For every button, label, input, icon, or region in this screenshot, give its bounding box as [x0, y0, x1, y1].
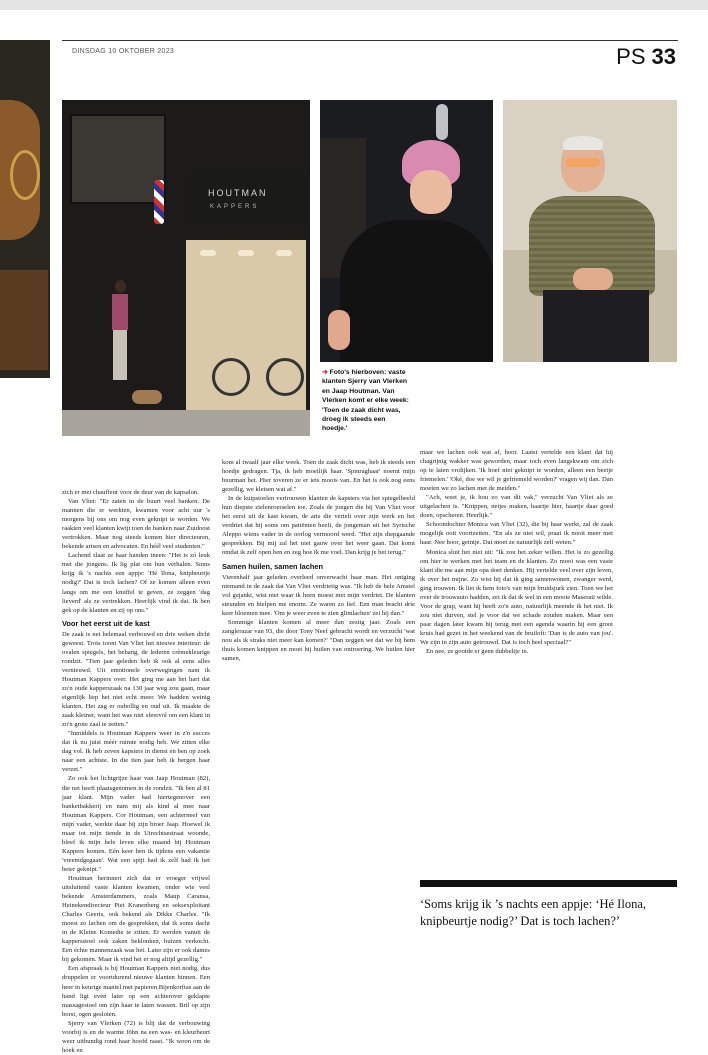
photo-salon-client [320, 100, 493, 362]
photo-older-man [503, 100, 677, 362]
paragraph: In de kuipstoelen vertrouwen klanten de kapsters via het spiegelbeeld hun diepste zielenroerselen toe. Zoals de jongen die bij Van Vliet voor het eerst uit de kast kwam, de arts die vertelt over zijn werk en het verdriet dat hij soms om patiënten heeft, de jongeman uit het Syrische Aleppo wiens vader in de oorlog vermoord werd. "Het zijn diepgaande gesprekken. Bij mij zal het niet gauw over het weer gaan. Dat komt omdat ik zelf open ben en zeg hoe ik me voel. Dan krijg je het terug." [222, 495, 415, 557]
page-identifier [616, 44, 676, 70]
page-number: 33 [651, 44, 676, 69]
dog [132, 390, 162, 404]
cropped-photo-left [0, 40, 50, 378]
paragraph: Sjerry van Vlerken (72) is blij dat de verbouwing voorbij is en de warme föhn na een was- en kleurbeurt weer uitbundig rond haar hoofd raast. "Ik woon om de hoek en [62, 1019, 210, 1054]
pullquote: ‘Soms krijg ik ’s nachts een appje: ‘Hé Ilona, knipbeurtje nodig?’ Dat is toch lachen?’ [420, 897, 646, 928]
paragraph: maar we lachen ook wat af, hoor. Laatst vertelde een klant dat hij chagrijnig wakker was geworden, maar toch even langskwam om zich op te laten vrolijken. 'Ik hoef niet geknipt te worden, alleen een beetje friemelen.' 'Oké, doe we wil je gefriemeld worden?' vragen wij dan. Dan moeten we zo lachen met de meiden." [420, 449, 613, 493]
paragraph: Houtman herinnert zich dat er vroeger vrijwel uitsluitend vaste klanten kwamen, onder wie veel bekende Amsterdammers, zoals Maup Caransa, Heinekendirecteur Piet Kranenberg en seksexploitant Charles Geerts, ook bekend als Dikke Charles. "Ik moest zo lachen om de gesprekken, dat ik soms dacht in de Kleine Komedie te zitten. Er werden vanuit de kappersstoel ook zaken beklonken, huizen verkocht. Een échte mannenzaak was het. Later zijn er ook dames bij gekomen. Maar ik vind het er nog altijd gezellig." [62, 874, 210, 964]
article-column-3 [420, 448, 613, 656]
subheading: Samen huilen, samen lachen [222, 561, 324, 571]
shop-sign-sub: KAPPERS [210, 204, 260, 210]
paragraph: Schoondochter Monica van Vliet (32), die bij haar werkt, zal de zaak mogelijk ooit voortzetten. "En als ze niet wil, praat ik nooit meer met haar. Nee hoor, geintje. Dat moet ze natuurlijk zelf weten." [420, 521, 613, 547]
subheading: Voor het eerst uit de kast [62, 618, 150, 628]
pullquote-rule [420, 880, 677, 887]
bicycle [212, 340, 308, 396]
paragraph: Lachend slaat ze haar handen ineen: "Het is zó leuk met die jongens. Ik lig plat om hun verhalen. Soms krijg ik 's nachts een appje: 'Hé Ilona, knipbeurtje nodig?' Dat is toch lachen? Of ze komen alleen even langs om me een knuffel te geven, ze zeggen 'dag lieverd' als ze vertrekken. Heerlijk vind ik dat. Ik ben gek op de klanten en zij op ons." [62, 552, 210, 614]
paragraph: Zo ook het lichtgrijze haar van Jaap Houtman (82), die net heeft plaatsgenomen in de rondzit. "Ik ben al 81 jaar klant. Mijn vader had hiertegenover een banketbakkerij en nam mij als kind al mee naar Houtman Kappers. Cor Houtman, een achterneef van mijn vader, werkte daar bij zijn broer Jaap. Hoewel ik maar tot mijn tiende in de Utrechtsestraat woonde, bleef ik mijn hele leven elke maand bij Houtman Kappers komen. Eén keer ben ik tijdens een vakantie 'vreemdgegaan'. Wat een spijt had ik zelf had ik het beter geknipt." [62, 775, 210, 873]
top-gray-bar [0, 0, 708, 10]
shop-sign-name: HOUTMAN [208, 188, 268, 198]
barber-pole [154, 180, 164, 224]
paragraph: zich er met chauffeur voor de deur van de kapsalon. [62, 489, 199, 496]
pedestrian [110, 280, 130, 385]
paragraph: kom al twaalf jaar elke week. Toen de zaak dicht was, heb ik steeds een hoedje gedragen. Tja, ik heb moeilijk haar. 'Spinraghaar' noemt mijn buurman het. Hier toveren ze er iets moois van. En het is ook nog eens gezellig, we kletsen wat af." [222, 459, 415, 494]
paragraph: "Inmiddels is Houtman Kappers weer in z'n succes dat ik nu juist méér ruimte nodig heb. We zitten elke dag vol. Ik heb zeven kapsters in dienst en ben op zoek naar een achtste. In die tien jaar heb ik bergen haar verzet." [62, 730, 210, 774]
paragraph: En nee, ze gooide er geen dubbeltje in. [426, 648, 529, 656]
paragraph: De zaak is net helemaal verbouwd en drie weken dicht geweest. Trots toont Van Vliet het nieuwe interieur: de ovalen spiegels, het behang, de lederen crèmekleurige rondzit. "Tien jaar geleden heb ik ook al eens alles vernieuwd. Uit emotionele overwegingen nam ik Houtman Kappers over. Het ging me aan het hart dat zo'n oude kapperszaak na 130 jaar weg zou gaan, maar eigenlijk liep het niet echt meer. We hadden weinig klanten. Het zag er oubollig en oud uit. Ik maakte de zaak kleiner, want het was niet sfeervol om een klant in zo'n grote zaal te zetten." [62, 630, 210, 729]
shop-sign [190, 174, 310, 224]
article-column-1 [62, 488, 210, 1055]
paragraph: Sommige klanten komen al meer dan zestig jaar. Zoals een zanglerazar van 93, die door Tony Neef gebracht wordt en verzucht 'wat nou als ik straks niet meer kan komen?' "Dan zeggen we dat we bij hem thuis komen knippen en moet hij huilen van ontroering. We huilen hier samen, [222, 618, 415, 662]
paragraph: Van Vliet: "Er zaten in de buurt veel banken. De mannen die er werkten, kwamen voor acht uur 's morgens bij ons om nog even geknipt te worden. We raakten veel klanten kwijt toen de banken naar Zuidoost vertrokken. Maar nog steeds komen hier directeuren, bekende artsen en advocaten. En héél veel studenten." [62, 498, 210, 551]
caption-arrow-icon: ➜ [322, 369, 328, 376]
dateline: DINSDAG 10 OKTOBER 2023 [72, 48, 175, 55]
paragraph: Vierenhalf jaar geleden overleed onverwacht haar man. Het ontging niemand in de zaak dat Van Vliet verdrietig was. "Ik heb de hele Amstel vol gejankt, wist niet waar ik heen moest met mijn verdriet. De klanten steunden en hielpen me enorm. Ze waren zo lief. Een man bracht drie keer bloemen mee. 'Om je weer even te zien glimlachen' zei hij dan." [222, 573, 415, 617]
section-label: PS [616, 44, 646, 69]
header-rule [62, 40, 678, 41]
article-column-2 [222, 458, 415, 663]
caption-text: Foto's hierboven: vaste klanten Sjerry van Vlerken en Jaap Houtman. Van Vlerken komt er elke week: 'Toen de zaak dicht was, droeg ik steeds een hoedje.' [322, 369, 409, 433]
paragraph: Monica sluit het niet uit: "Ik zou het zeker willen. Het is zo gezellig om hier te werken met het team en de klanten. Zo mooi was een vaste klant die me aan mijn opa doet denken. Hij vertelde veel over zijn leven, ik over het mijne. Zo wist hij dat ik ging samenwonen, zwanger werd, ging trouwen. Ik liet ik hem foto's van mijn bruidsjurk zien. Toen we het over de trouwauto hadden, zei ik dat ik wel in een mooie Maserati wilde. Voor de grap, want hij heeft zo'n auto, natuurlijk meende ik het niet. Ik zou niet durven, stel je voor dat we schade zouden maken. Maar een paar dagen later kwam hij terug met een agenda waarin hij een groot kruis had gezet in het weekend van de bruiloft: 'Dan is de auto van jou'. We zijn in zijn auto getrouwd. Dat is toch heel speciaal?" [420, 548, 613, 646]
paragraph: Een afspraak is bij Houtman Kappers niet nodig, dus druppelen er voortdurend nieuwe klanten binnen. Een heer in keurige mantel met papieren Bijenkorftas aan de hand ligt even later op een achterover geklapte massagestoel om zijn haar te laten wassen. Bril op zijn borst, ogen gesloten. [62, 965, 210, 1018]
photo-caption [322, 368, 412, 434]
photo-shop-facade [62, 100, 310, 436]
paragraph: "Ach, weet je, ik hou zo van dit vak," verzucht Van Vliet als ze uitgelachen is. "Knippen, netjes maken, haartje hier, haartje daar goed doen, opscheren. Heerlijk." [420, 494, 613, 520]
